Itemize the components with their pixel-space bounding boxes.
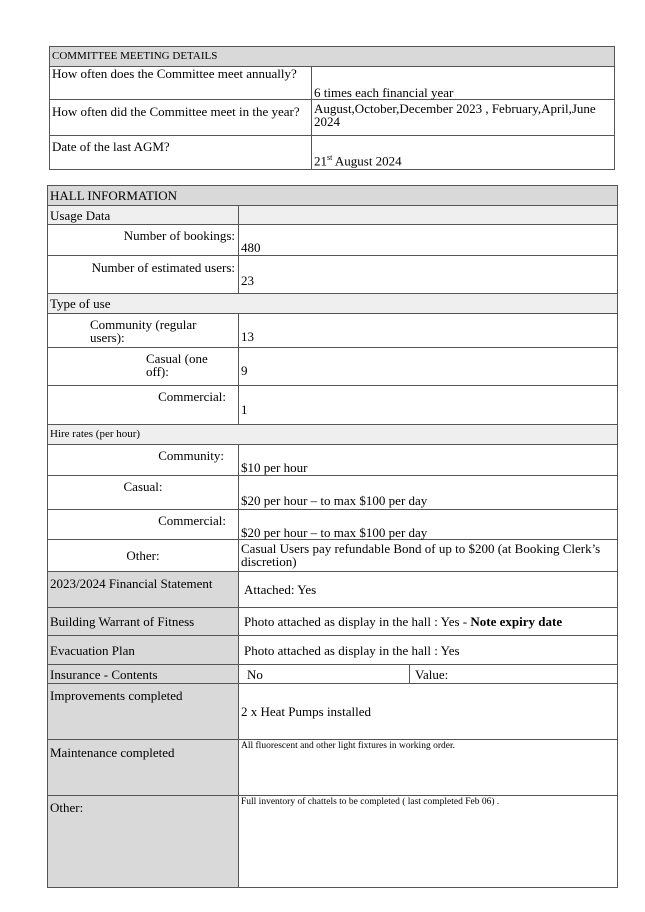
rate-community-label: Community: [48,445,239,476]
agm-date-question: Date of the last AGM? [50,136,312,170]
community-regular-value: 13 [239,314,618,348]
estimated-users-label: Number of estimated users: [48,256,239,294]
casual-label: Casual (one off): [48,348,239,386]
committee-meetings-answer: August,October,December 2023 , February,April,June 2024 [312,100,615,136]
rate-casual-value: $20 per hour – to max $100 per day [239,476,618,510]
hall-information-table [47,185,618,888]
community-regular-label: Community (regular users): [48,314,239,348]
commercial-value: 1 [239,386,618,425]
rate-other-label: Other: [48,540,239,572]
insurance-value-label: Value: [410,665,618,684]
rate-community-value: $10 per hour [239,445,618,476]
hire-rates-header: Hire rates (per hour) [48,425,618,445]
evacuation-plan-label: Evacuation Plan [48,636,239,665]
improvements-value: 2 x Heat Pumps installed [239,684,618,740]
type-of-use-header: Type of use [48,294,618,314]
maintenance-label: Maintenance completed [48,740,239,796]
bwof-label: Building Warrant of Fitness [48,608,239,636]
usage-data-header: Usage Data [48,206,239,225]
agm-date-answer: 21st August 2024 [312,136,615,170]
committee-header: COMMITTEE MEETING DETAILS [50,47,615,67]
rate-commercial-value: $20 per hour – to max $100 per day [239,510,618,540]
committee-frequency-answer: 6 times each financial year [312,67,615,100]
committee-meeting-table [49,46,615,170]
insurance-label: Insurance - Contents [48,665,239,684]
insurance-value: No [239,665,410,684]
bwof-value: Photo attached as display in the hall : Yes - Note expiry date [239,608,618,636]
maintenance-value: All fluorescent and other light fixtures in working order. [239,740,618,796]
rate-commercial-label: Commercial: [48,510,239,540]
rate-casual-label: Casual: [48,476,239,510]
casual-value: 9 [239,348,618,386]
financial-statement-label: 2023/2024 Financial Statement [48,572,239,608]
bookings-value: 480 [239,225,618,256]
committee-meetings-question: How often did the Committee meet in the year? [50,100,312,136]
committee-frequency-question: How often does the Committee meet annually? [50,67,312,100]
other-value: Full inventory of chattels to be completed ( last completed Feb 06) . [239,796,618,888]
evacuation-plan-value: Photo attached as display in the hall : Yes [239,636,618,665]
usage-data-blank [239,206,618,225]
financial-statement-value: Attached: Yes [239,572,618,608]
other-label: Other: [48,796,239,888]
improvements-label: Improvements completed [48,684,239,740]
rate-other-value: Casual Users pay refundable Bond of up to $200 (at Booking Clerk’s discretion) [239,540,618,572]
hall-header: HALL INFORMATION [48,186,618,206]
bookings-label: Number of bookings: [48,225,239,256]
estimated-users-value: 23 [239,256,618,294]
bwof-note: Note expiry date [470,614,563,629]
commercial-label: Commercial: [48,386,239,425]
